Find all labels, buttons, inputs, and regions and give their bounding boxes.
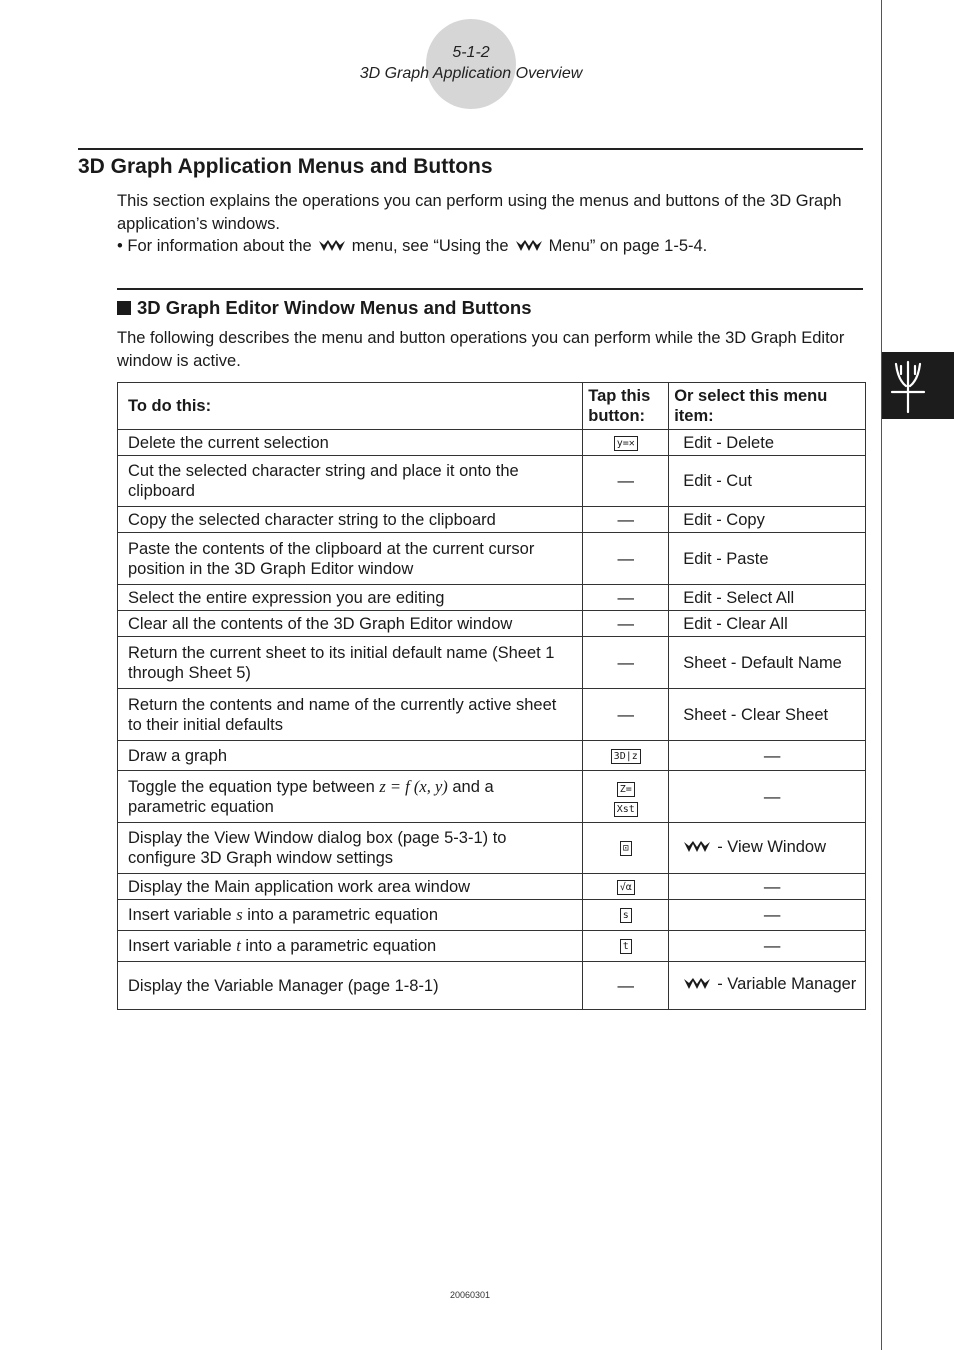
insert-s-button[interactable]: s — [620, 908, 632, 923]
row-button: — — [583, 507, 669, 533]
row-menu-item: Sheet - Default Name — [669, 637, 866, 689]
row-action: Paste the contents of the clipboard at the current cursor position in the 3D Graph Editor window — [118, 533, 583, 585]
table-row — [118, 456, 866, 507]
table-row — [118, 585, 866, 611]
insert-t-button[interactable]: t — [620, 939, 632, 954]
table-row — [118, 823, 866, 874]
view-window-button[interactable]: ⊡ — [620, 841, 632, 856]
operations-table — [117, 382, 866, 1010]
row-action: Toggle the equation type between z = f (x, y) and a parametric equation — [118, 771, 583, 823]
casio-menu-icon — [683, 976, 711, 997]
row-button: — — [583, 689, 669, 741]
table-row — [118, 874, 866, 900]
row-action: Display the View Window dialog box (page 5-3-1) to configure 3D Graph window settings — [118, 823, 583, 874]
section-rule — [78, 148, 863, 150]
menu-reference-note — [117, 235, 867, 261]
section-intro: This section explains the operations you can perform using the menus and buttons of the 3D Graph application’s windows. — [117, 192, 842, 233]
row-button: — — [583, 533, 669, 585]
section-title: 3D Graph Application Menus and Buttons — [78, 155, 493, 178]
row-button: — — [583, 585, 669, 611]
row-button: — — [583, 611, 669, 637]
page-number: 5-1-2 — [452, 44, 490, 61]
square-bullet-icon — [117, 301, 131, 315]
subsection-intro: The following describes the menu and button operations you can perform while the 3D Graph Editor window is active. — [117, 329, 845, 370]
table-row — [118, 533, 866, 585]
row-menu-item: - View Window — [669, 823, 866, 874]
note-prefix: • For information about the — [117, 237, 312, 255]
table-row — [118, 637, 866, 689]
table-row — [118, 430, 866, 456]
row-action: Cut the selected character string and place it onto the clipboard — [118, 456, 583, 507]
note-suffix: Menu” on page 1-5-4. — [548, 237, 708, 255]
subsection-rule — [117, 288, 863, 290]
table-row — [118, 771, 866, 823]
header-to-do: To do this: — [118, 383, 583, 430]
row-menu-item: Edit - Clear All — [669, 611, 866, 637]
header-menu-item: Or select this menu item: — [669, 383, 866, 430]
row-menu-item: Edit - Cut — [669, 456, 866, 507]
main-app-button[interactable]: √α — [617, 880, 635, 895]
row-menu-item: — — [669, 874, 866, 900]
row-action: Select the entire expression you are editing — [118, 585, 583, 611]
z-equals-button[interactable]: Z= — [617, 782, 635, 797]
side-tab — [882, 352, 954, 419]
row-menu-item: Edit - Select All — [669, 585, 866, 611]
draw-graph-button[interactable]: 3D|z — [611, 749, 641, 764]
row-menu-item: Edit - Paste — [669, 533, 866, 585]
row-button: — — [583, 637, 669, 689]
casio-menu-icon — [515, 238, 543, 261]
row-menu-item: Edit - Copy — [669, 507, 866, 533]
right-margin-rule — [881, 0, 882, 1350]
row-action: Display the Variable Manager (page 1-8-1) — [118, 962, 583, 1010]
delete-button[interactable]: y=✕ — [614, 436, 638, 451]
row-action: Copy the selected character string to the clipboard — [118, 507, 583, 533]
table-row — [118, 507, 866, 533]
casio-menu-icon — [318, 238, 346, 261]
table-row — [118, 611, 866, 637]
table-row — [118, 962, 866, 1010]
table-row — [118, 900, 866, 931]
section-running-title: 3D Graph Application Overview — [359, 65, 583, 82]
row-menu-item: - Variable Manager — [669, 962, 866, 1010]
table-row — [118, 689, 866, 741]
row-action: Clear all the contents of the 3D Graph Editor window — [118, 611, 583, 637]
row-button: — — [583, 962, 669, 1010]
row-action: Insert variable t into a parametric equation — [118, 931, 583, 962]
row-menu-item: — — [669, 741, 866, 771]
row-action: Display the Main application work area window — [118, 874, 583, 900]
row-menu-item: — — [669, 931, 866, 962]
row-action: Draw a graph — [118, 741, 583, 771]
row-menu-item: — — [669, 900, 866, 931]
table-row — [118, 931, 866, 962]
header-circle — [426, 19, 516, 109]
parametric-button[interactable]: Xst — [614, 802, 638, 817]
row-menu-item: — — [669, 771, 866, 823]
3d-graph-app-icon — [888, 358, 928, 414]
row-action: Delete the current selection — [118, 430, 583, 456]
row-menu-item: Edit - Delete — [669, 430, 866, 456]
table-header-row — [118, 383, 866, 430]
footer-code: 20060301 — [449, 1290, 491, 1300]
subsection-title: 3D Graph Editor Window Menus and Buttons — [117, 297, 532, 319]
row-menu-item: Sheet - Clear Sheet — [669, 689, 866, 741]
header-button: Tap this button: — [583, 383, 669, 430]
row-action: Return the current sheet to its initial default name (Sheet 1 through Sheet 5) — [118, 637, 583, 689]
row-action: Insert variable s into a parametric equation — [118, 900, 583, 931]
row-button: — — [583, 456, 669, 507]
note-middle: menu, see “Using the — [351, 237, 509, 255]
row-action: Return the contents and name of the currently active sheet to their initial defaults — [118, 689, 583, 741]
table-row — [118, 741, 866, 771]
casio-menu-icon — [683, 839, 711, 860]
